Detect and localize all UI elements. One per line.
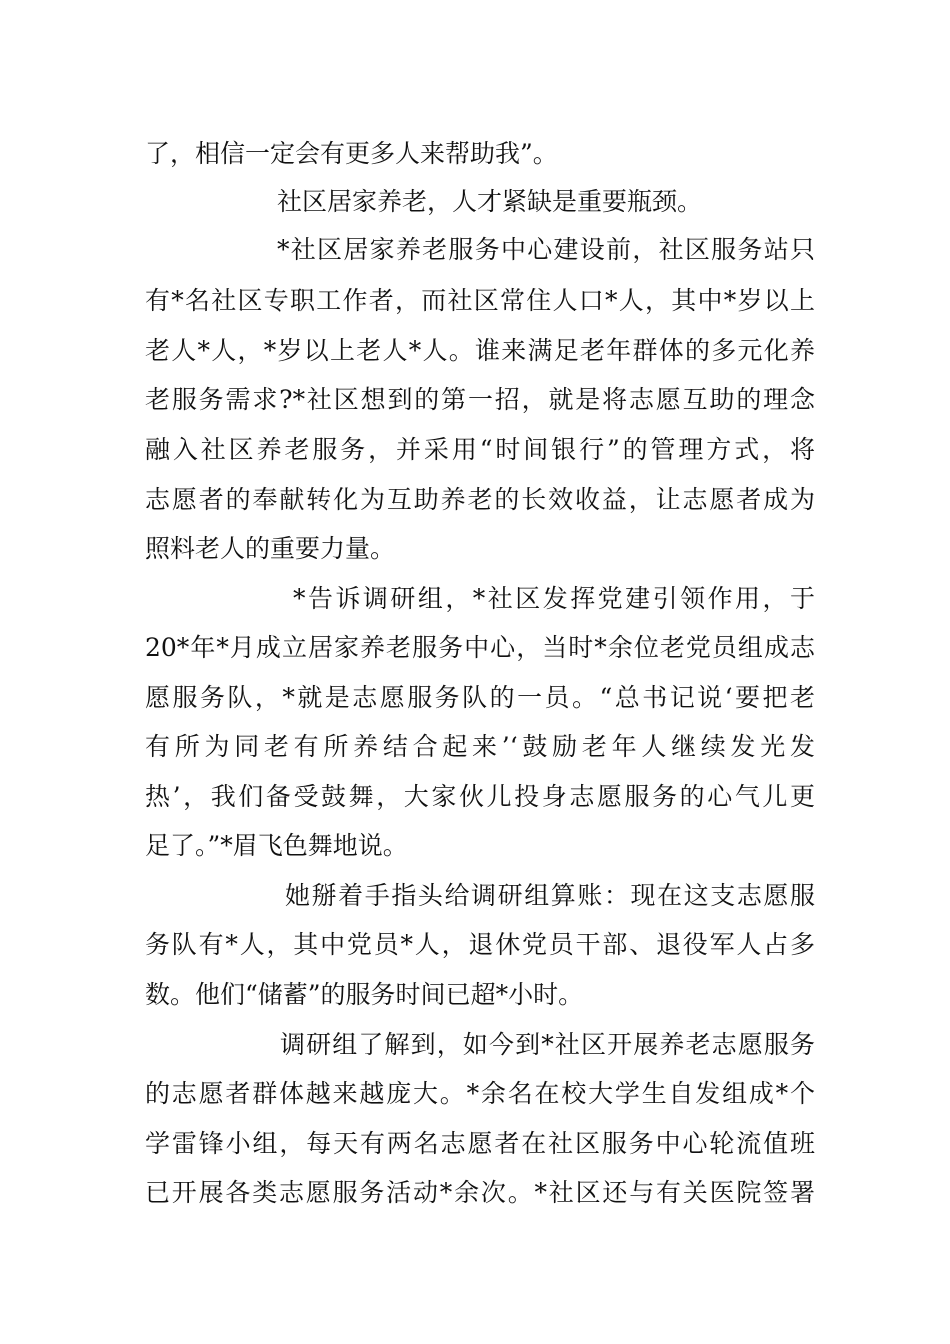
text-line: 20*年*月成立居家养老服务中心，当时*余位老党员组成志 — [145, 633, 815, 662]
text-line: 照料老人的重要力量。 — [145, 534, 396, 563]
text-line: 已开展各类志愿服务活动*余次。*社区还与有关医院签署 — [145, 1178, 815, 1207]
paragraph-start-line: 她掰着手指头给调研组算账：现在这支志愿服 — [285, 881, 815, 910]
text-line: 热’，我们备受鼓舞，大家伙儿投身志愿服务的心气儿更 — [145, 782, 815, 811]
paragraph-start-line: *社区居家养老服务中心建设前，社区服务站只 — [277, 235, 815, 264]
text-line: 足了。”*眉飞色舞地说。 — [145, 831, 408, 860]
paragraph-start-line: 调研组了解到，如今到*社区开展养老志愿服务 — [280, 1030, 815, 1059]
text-line: 学雷锋小组，每天有两名志愿者在社区服务中心轮流值班 — [145, 1129, 815, 1158]
text-line: 数。他们“储蓄”的服务时间已超*小时。 — [145, 980, 584, 1009]
text-line: 老人*人，*岁以上老人*人。谁来满足老年群体的多元化养 — [145, 336, 815, 365]
text-line: 的志愿者群体越来越庞大。*余名在校大学生自发组成*个 — [145, 1079, 815, 1108]
text-line: 老服务需求?*社区想到的第一招，就是将志愿互助的理念 — [145, 385, 815, 414]
paragraph-start-line: *告诉调研组，*社区发挥党建引领作用，于 — [293, 584, 815, 613]
text-line: 融入社区养老服务，并采用“时间银行”的管理方式，将 — [145, 435, 815, 464]
text-line: 了，相信一定会有更多人来帮助我”。 — [145, 139, 558, 168]
text-line: 志愿者的奉献转化为互助养老的长效收益，让志愿者成为 — [145, 485, 815, 514]
text-line: 有所为同老有所养结合起来’‘鼓励老年人继续发光发 — [145, 732, 815, 761]
text-line: 有*名社区专职工作者，而社区常住人口*人，其中*岁以上 — [145, 286, 815, 315]
text-line: 务队有*人，其中党员*人，退休党员干部、退役军人占多 — [145, 930, 815, 959]
text-line: 愿服务队，*就是志愿服务队的一员。“总书记说‘要把老 — [145, 683, 815, 712]
paragraph-start-line: 社区居家养老，人才紧缺是重要瓶颈。 — [277, 187, 703, 216]
